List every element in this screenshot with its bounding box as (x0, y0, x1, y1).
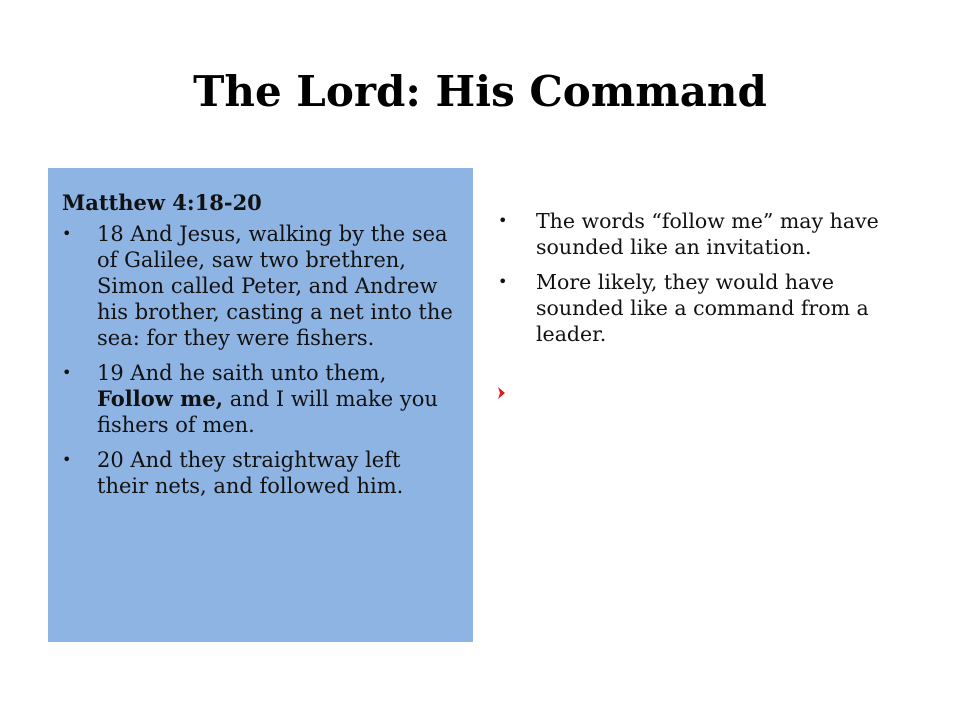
bullet-icon: • (62, 224, 72, 243)
commentary-text: The words “follow me” may have sounded like an invitation. (536, 209, 879, 259)
verse-text: 18 And Jesus, walking by the sea of Galilee, saw two brethren, Simon called Peter, and Andrew his brother, casting a net into the sea: for they were fishers. (97, 222, 453, 350)
verse-list (62, 221, 455, 499)
verse-item (62, 221, 455, 351)
verse-item (62, 447, 455, 499)
commentary-item (498, 208, 908, 260)
scripture-reference-heading: Matthew 4:18-20 (62, 190, 262, 215)
commentary-text: More likely, they would have sounded like a command from a leader. (536, 270, 869, 346)
commentary-item (498, 269, 908, 347)
verse-text: 20 And they straightway left their nets, and followed him. (97, 448, 404, 498)
scripture-panel (48, 168, 473, 642)
bullet-icon: • (62, 450, 72, 469)
commentary-list (498, 208, 908, 356)
bullet-icon: • (498, 211, 508, 230)
verse-text-after: and I will make you fishers of men. (97, 387, 438, 437)
verse-item (62, 360, 455, 438)
verse-text-before: 19 And he saith unto them, (97, 361, 387, 385)
bullet-icon: • (62, 363, 72, 382)
slide-title: The Lord: His Command (193, 67, 767, 116)
verse-emphasis: Follow me, (97, 386, 224, 411)
bullet-icon: • (498, 272, 508, 291)
red-diamond-bullet-icon (496, 385, 506, 401)
